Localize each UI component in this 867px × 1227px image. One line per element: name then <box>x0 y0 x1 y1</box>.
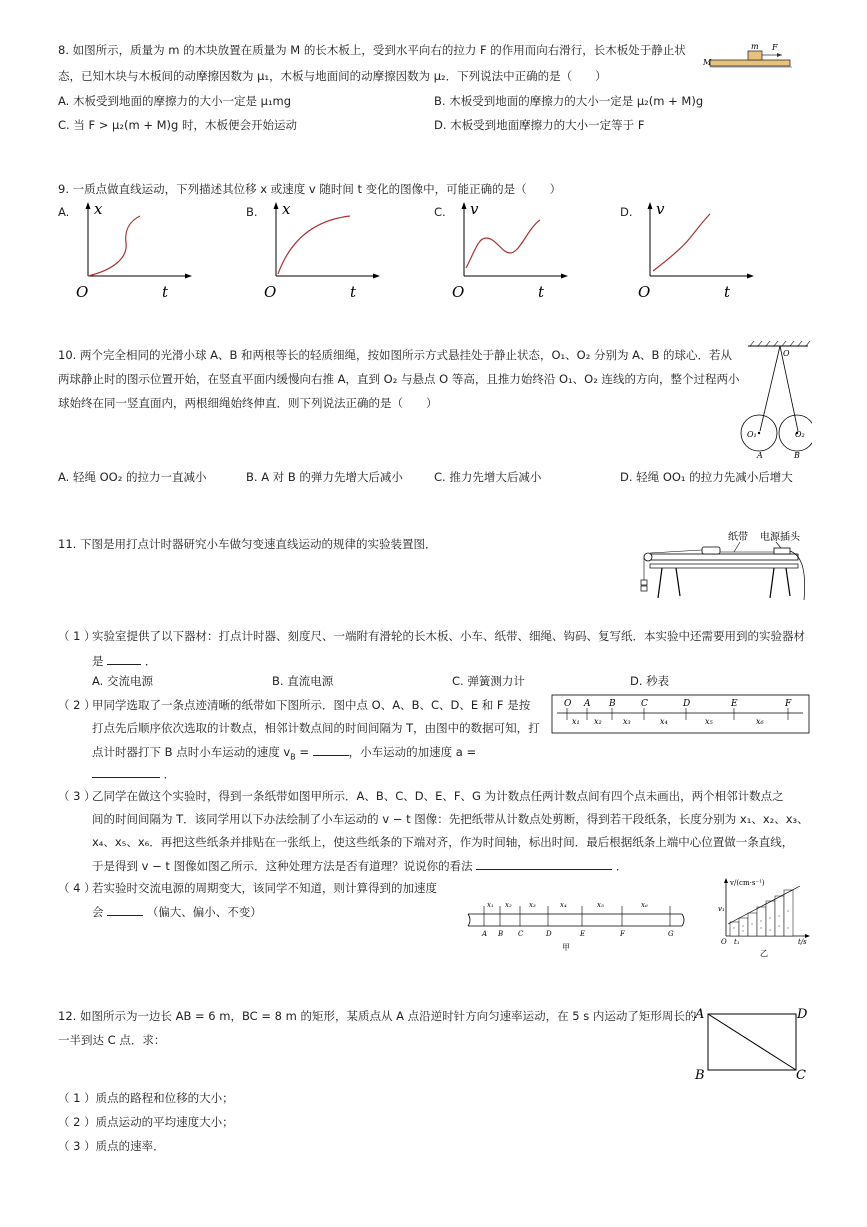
answer-blank-1[interactable] <box>107 652 141 665</box>
q9-graph-a-label: A. <box>58 205 70 219</box>
vertex-B: B <box>695 1068 705 1083</box>
vt-v1-label: v₁ <box>718 905 725 913</box>
tape1-point-A: A <box>584 699 591 709</box>
curve-a <box>88 216 140 276</box>
long-board <box>650 554 798 560</box>
q11-part4-line2: 会 （偏大、偏小、不变） <box>92 905 262 919</box>
tape2-point-G: G <box>668 930 674 938</box>
q11-vt-graph-figure <box>714 876 814 958</box>
paper-strips <box>730 890 793 936</box>
y-axis-label: v <box>470 200 479 218</box>
label-m: m <box>751 42 759 51</box>
vt-caption: 乙 <box>760 949 768 958</box>
tape1-seg-x5: x₅ <box>705 717 713 726</box>
tape1-point-E: E <box>731 699 738 709</box>
q11-part2-line3: 点计时器打下 B 点时小车运动的速度 $v_B$ = ，小车运动的加速度 a = <box>92 745 477 762</box>
q11-part3-line4: 于是得到 v − t 图像如图乙所示．这种处理方法是否有道理？说说你的看法 ． <box>92 859 628 873</box>
tape2-point-A: A <box>482 930 488 938</box>
q9-graph-b <box>246 198 386 303</box>
y-axis-label: v <box>656 200 665 218</box>
q11-part3-number: （ 3 ） <box>58 789 96 803</box>
q9-graph-c-label: C. <box>434 205 446 219</box>
tape1-point-B: B <box>609 699 616 709</box>
tape1-point-O: O <box>564 699 572 709</box>
q10-stem-line3: 球始终在同一竖直面内，两根细绳始终伸直．则下列说法正确的是（ ） <box>58 396 438 410</box>
tape1-seg-x4: x₄ <box>660 717 668 726</box>
long-board <box>710 60 790 66</box>
label-A: A <box>757 451 763 460</box>
q11-part1-option-b: B. 直流电源 <box>272 674 334 688</box>
tape2-seg-x5: x₅ <box>597 901 604 909</box>
tape1-point-F: F <box>785 699 792 709</box>
curve-b <box>278 216 350 274</box>
wood-block <box>748 51 762 60</box>
label-plug: 电源插头 <box>760 532 800 543</box>
label-M: M <box>703 58 712 67</box>
q9-graph-c <box>434 198 574 303</box>
tape2-point-B: B <box>498 930 504 938</box>
origin-label: O <box>76 283 89 301</box>
q11-part1-line2: 是 ． <box>92 654 157 668</box>
q12-stem-line2: 一半到达 C 点．求： <box>58 1033 166 1047</box>
tape2-point-D: D <box>546 930 552 938</box>
tape1-seg-x1: x₁ <box>572 717 580 726</box>
q11-part3-line2: 间的时间间隔为 T．该同学用以下办法绘制了小车运动的 v − t 图像：先把纸带从计数点处剪断，得到若干段纸条，长度分别为 x₁、x₂、x₃、 <box>92 812 809 826</box>
tape1-seg-x3: x₃ <box>623 717 631 726</box>
q10-stem-line2: 两球静止时的图示位置开始，在竖直平面内缓慢向右推 A，直到 O₂ 与悬点 O 等高，且推力始终沿 O₁、O₂ 连线的方向，整个过程两小 <box>58 372 740 386</box>
pulley <box>644 553 652 561</box>
tape2-point-F: F <box>620 930 625 938</box>
q12-rectangle-figure <box>690 1002 812 1084</box>
vertex-C: C <box>796 1068 806 1083</box>
q12-part3: （ 3 ）质点的速率． <box>58 1139 165 1153</box>
q10-stem-line1: 10. 两个完全相同的光滑小球 A、B 和两根等长的轻质细绳，按如图所示方式悬挂处于静止状态，O₁、O₂ 分别为 A、B 的球心．若从 <box>58 348 733 362</box>
tape1-point-C: C <box>641 699 648 709</box>
x-axis-label: t <box>538 283 545 301</box>
q10-option-b: B. A 对 B 的弹力先增大后减小 <box>246 470 403 484</box>
q11-part3-line1: 乙同学在做这个实验时，得到一条纸带如图甲所示．A、B、C、D、E、F、G 为计数点任两计数点间有四个点未画出，两个相邻计数点之 <box>92 789 784 803</box>
y-axis-label: x <box>94 200 103 218</box>
label-F: F <box>772 43 778 52</box>
tape2-seg-x4: x₄ <box>560 901 567 909</box>
q11-part3-line3: x₄、x₅、x₆．再把这些纸条并排贴在一张纸上，使这些纸条的下端对齐，作为时间轴，标出时间．最后根据纸条上端中心位置做一条直线， <box>92 835 794 849</box>
q11-part2-line2: 打点先后顺序依次选取的计数点，相邻计数点间的时间间隔为 T，由图中的数据可知，打 <box>92 721 540 735</box>
curve-d <box>653 214 710 271</box>
tape1-seg-x2: x₂ <box>594 717 602 726</box>
vt-t1-label: t₁ <box>734 938 740 946</box>
label-O: O <box>783 349 790 358</box>
label-tape: 纸带 <box>728 532 748 543</box>
label-B: B <box>794 451 800 460</box>
cart <box>702 547 720 554</box>
answer-blank-a[interactable] <box>92 765 160 778</box>
q9-stem: 9. 一质点做直线运动，下列描述其位移 x 或速度 v 随时间 t 变化的图像中，可能正确的是（ ） <box>58 182 562 196</box>
answer-blank-opinion[interactable] <box>476 857 612 870</box>
hook-weight <box>641 580 647 585</box>
origin-label: O <box>264 283 277 301</box>
label-o2: O₂ <box>795 430 805 439</box>
q11-part1-option-a: A. 交流电源 <box>92 674 153 688</box>
q12-stem-line1: 12. 如图所示为一边长 AB = 6 m，BC = 8 m 的矩形，某质点从 A 点沿逆时针方向匀速率运动，在 5 s 内运动了矩形周长的 <box>58 1009 697 1023</box>
q11-part1-option-c: C. 弹簧测力计 <box>452 674 525 688</box>
tape2-seg-x1: x₁ <box>487 901 494 909</box>
q11-tape1-figure <box>551 694 810 734</box>
q11-stem: 11. 下图是用打点计时器研究小车做匀变速直线运动的规律的实验装置图． <box>58 537 437 551</box>
answer-blank-vb[interactable] <box>313 743 349 756</box>
x-axis-label: t <box>162 283 169 301</box>
x-axis-label: t <box>724 283 731 301</box>
tape1-seg-x6: x₆ <box>756 717 764 726</box>
diagonal-ac <box>708 1014 796 1070</box>
q11-part2-number: （ 2 ） <box>58 698 96 712</box>
vertex-A: A <box>695 1007 705 1022</box>
label-o1: O₁ <box>747 430 757 439</box>
q10-option-c: C. 推力先增大后减小 <box>434 470 542 484</box>
vt-x-label: t/s <box>798 938 807 946</box>
q8-block-board-figure <box>700 38 800 72</box>
tape2-seg-x3: x₃ <box>529 901 536 909</box>
q12-part2: （ 2 ）质点运动的平均速度大小； <box>58 1115 234 1129</box>
tape2-seg-x6: x₆ <box>641 901 648 909</box>
tape2-point-E: E <box>580 930 586 938</box>
origin-label: O <box>452 283 465 301</box>
q10-option-a: A. 轻绳 OO₂ 的拉力一直减小 <box>58 470 207 484</box>
tape2-seg-x2: x₂ <box>505 901 512 909</box>
q11-part2-line1: 甲同学选取了一条点迹清晰的纸带如下图所示．图中点 O、A、B、C、D、E 和 F 是按 <box>92 698 531 712</box>
answer-blank-accel[interactable] <box>107 903 143 916</box>
vt-y-label: v/(cm·s⁻¹) <box>730 879 765 887</box>
q11-part4-line1: 若实验时交流电源的周期变大，该同学不知道，则计算得到的加速度 <box>92 881 437 895</box>
curve-c <box>466 220 540 268</box>
vt-origin-label: O <box>721 938 727 946</box>
tape2-point-C: C <box>518 930 524 938</box>
q8-option-a: A. 木板受到地面的摩擦力的大小一定是 μ₁mg <box>58 94 292 108</box>
q9-graph-b-label: B. <box>246 205 258 219</box>
x-axis-label: t <box>350 283 357 301</box>
q9-graph-d-label: D. <box>620 205 633 219</box>
q11-part1-option-d: D. 秒表 <box>630 674 670 688</box>
q11-tape2-figure <box>464 896 690 954</box>
q8-stem-line2: 态，已知木块与木板间的动摩擦因数为 μ₁，木板与地面间的动摩擦因数为 μ₂．下列说法中正确的是（ ） <box>58 69 607 83</box>
q10-option-d: D. 轻绳 OO₁ 的拉力先减小后增大 <box>620 470 793 484</box>
y-axis-label: x <box>282 200 291 218</box>
timer <box>774 548 790 554</box>
q11-part4-number: （ 4 ） <box>58 881 96 895</box>
q11-apparatus-figure <box>636 526 812 602</box>
tape2-caption: 甲 <box>562 943 570 952</box>
q9-graph-d <box>620 198 760 303</box>
q11-part1-number: （ 1 ） <box>58 629 96 643</box>
q9-graph-a <box>58 198 198 303</box>
q10-hanging-balls-figure <box>740 338 812 460</box>
vertex-D: D <box>797 1007 808 1022</box>
rope-oo2 <box>780 346 798 431</box>
rope-oo1 <box>760 346 780 431</box>
origin-label: O <box>638 283 651 301</box>
q8-option-d: D. 木板受到地面摩擦力的大小一定等于 F <box>434 118 645 132</box>
q8-stem-line1: 8. 如图所示，质量为 m 的木块放置在质量为 M 的长木板上，受到水平向右的拉力 F 的作用而向右滑行，长木板处于静止状 <box>58 43 686 57</box>
tape1-point-D: D <box>683 699 691 709</box>
q8-option-c: C. 当 F > μ₂(m + M)g 时，木板便会开始运动 <box>58 118 297 132</box>
q8-option-b: B. 木板受到地面的摩擦力的大小一定是 μ₂(m + M)g <box>434 94 704 108</box>
q11-part2-line4: ． <box>92 765 175 782</box>
q11-part1-line1: 实验室提供了以下器材：打点计时器、刻度尺、一端附有滑轮的长木板、小车、纸带、细绳、钩码、复写纸．本实验中还需要用到的实验器材 <box>92 629 805 643</box>
q12-part1: （ 1 ）质点的路程和位移的大小； <box>58 1091 234 1105</box>
